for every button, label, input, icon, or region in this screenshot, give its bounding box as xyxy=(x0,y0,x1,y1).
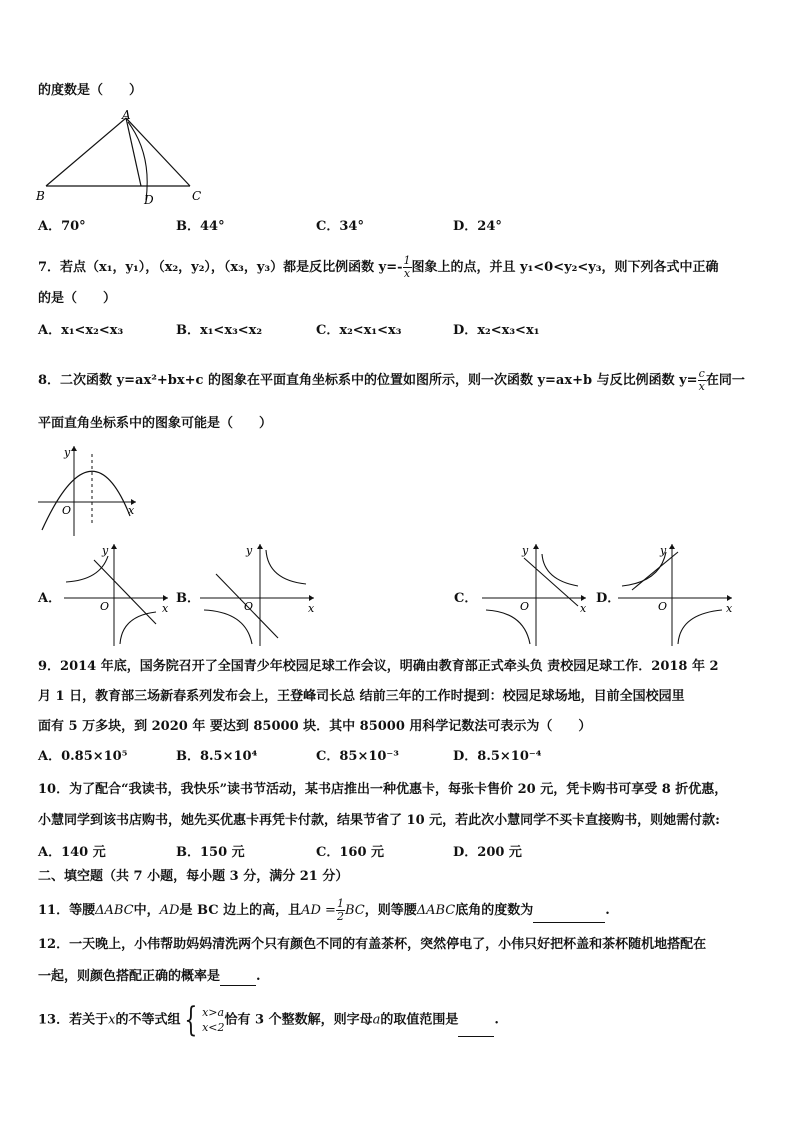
q11-tri1: ΔABC xyxy=(95,903,134,918)
fig8-o: O xyxy=(62,504,72,517)
q13-post2: 的取值范围是 xyxy=(380,1012,459,1028)
q7-option-a[interactable]: A．x₁<x₂<x₃ xyxy=(38,323,124,338)
figD-o: O xyxy=(658,600,668,613)
q7-post: 图象上的点，并且 y₁<0<y₂<y₃，则下列各式中正确 xyxy=(411,260,719,275)
q11-mid1: 中， xyxy=(133,903,160,918)
q13-var2: a xyxy=(372,1012,381,1028)
q13-mid: 的不等式组 xyxy=(115,1012,181,1028)
label-B: B xyxy=(36,189,45,203)
q6-triangle-figure xyxy=(30,108,210,208)
q13-end: . xyxy=(494,1012,499,1028)
figB-x: x xyxy=(308,602,315,615)
figB-y: y xyxy=(246,544,253,557)
q13-post1: 恰有 3 个整数解，则字母 xyxy=(224,1012,373,1028)
figA-y: y xyxy=(102,544,109,557)
q8-frac-den: x xyxy=(698,380,705,393)
q7-line1 xyxy=(38,255,719,280)
q7-mid: 都是反比例函数 y=- xyxy=(283,260,403,275)
q8-line1 xyxy=(38,368,745,393)
q8-label-d[interactable]: D． xyxy=(596,591,621,606)
q13-line xyxy=(38,1000,499,1040)
q8-line2: 平面直角坐标系中的图象可能是（ ） xyxy=(38,416,273,431)
figA-o: O xyxy=(100,600,110,613)
q9-option-b[interactable]: B．8.5×10⁴ xyxy=(176,749,258,764)
figA-x: x xyxy=(162,602,169,615)
q13-var: x xyxy=(108,1012,116,1028)
q7-option-c[interactable]: C．x₂<x₁<x₃ xyxy=(316,323,402,338)
q11-eq: AD = xyxy=(301,903,336,918)
q6-option-c[interactable]: C．34° xyxy=(316,219,364,234)
q11-fraction xyxy=(336,898,345,923)
label-D: D xyxy=(144,193,154,207)
figC-x: x xyxy=(580,602,587,615)
q11-pre: 11．等腰 xyxy=(38,903,96,918)
figB-o: O xyxy=(244,600,254,613)
q12-end: . xyxy=(256,969,261,984)
q12-line2 xyxy=(38,967,261,986)
q8-option-a-graph[interactable] xyxy=(60,540,172,648)
q11-tri2: ΔABC xyxy=(416,903,456,918)
q8-option-b-graph[interactable] xyxy=(196,540,320,648)
q6-option-b[interactable]: B．44° xyxy=(176,219,225,234)
q8-parabola-figure xyxy=(36,442,140,538)
q8-post: 在同一 xyxy=(705,373,745,388)
q8-option-c-graph[interactable] xyxy=(478,540,590,648)
q10-option-d[interactable]: D．200 元 xyxy=(453,845,522,860)
q10-line1: 10．为了配合“我读书，我快乐”读书节活动，某书店推出一种优惠卡，每张卡售价 20 元，凭卡购书可享受 8 折优惠， xyxy=(38,782,728,797)
q13-ineq1: x>a xyxy=(202,1006,225,1019)
q8-frac-num: c xyxy=(698,367,705,380)
q9-option-a[interactable]: A．0.85×10⁵ xyxy=(38,749,128,764)
q6-tail: 的度数是（ ） xyxy=(38,83,143,98)
fig8-y: y xyxy=(64,446,71,459)
q8-pre: 8．二次函数 y=ax²+bx+c 的图象在平面直角坐标系中的位置如图所示，则一次函数 y=ax+b 与反比例函数 y= xyxy=(38,373,698,388)
q7-frac-den: x xyxy=(403,267,411,280)
q9-line1: 9．2014 年底，国务院召开了全国青少年校园足球工作会议，明确由教育部正式牵头负 责校园足球工作．2018 年 2 xyxy=(38,659,719,674)
q11-end: . xyxy=(605,903,610,918)
q13-brace: { xyxy=(184,1000,198,1040)
q13-system xyxy=(202,1005,224,1035)
figC-o: O xyxy=(520,600,530,613)
q13-ineq2: x<2 xyxy=(202,1021,225,1034)
q9-option-d[interactable]: D．8.5×10⁻⁴ xyxy=(453,749,542,764)
q12-line2-text: 一起，则颜色搭配正确的概率是 xyxy=(38,969,221,984)
label-A: A xyxy=(122,108,131,122)
q9-line3: 面有 5 万多块，到 2020 年 要达到 85000 块．其中 85000 用科学记数法可表示为（ ） xyxy=(38,719,592,734)
q8-label-b[interactable]: B． xyxy=(176,591,200,606)
q10-option-a[interactable]: A．140 元 xyxy=(38,845,106,860)
q11-answer-blank[interactable] xyxy=(533,904,605,923)
q11-ad: AD xyxy=(159,903,180,918)
q10-line2: 小慧同学到该书店购书，她先买优惠卡再凭卡付款，结果节省了 10 元，若此次小慧同学不买卡直接购书，则她需付款: xyxy=(38,813,720,828)
q10-option-b[interactable]: B．150 元 xyxy=(176,845,245,860)
q10-option-c[interactable]: C．160 元 xyxy=(316,845,385,860)
q7-frac-num: 1 xyxy=(403,254,411,267)
label-C: C xyxy=(192,189,202,203)
q13-answer-blank[interactable] xyxy=(458,1018,494,1037)
q7-option-b[interactable]: B．x₁<x₃<x₂ xyxy=(176,323,263,338)
q7-pre: 7．若点 xyxy=(38,260,87,275)
q6-option-a[interactable]: A．70° xyxy=(38,219,86,234)
q11-line xyxy=(38,898,610,923)
q7-points: （x₁，y₁），（x₂，y₂），（x₃，y₃） xyxy=(86,260,284,275)
q8-label-c[interactable]: C． xyxy=(454,591,478,606)
q6-option-d[interactable]: D．24° xyxy=(453,219,502,234)
figD-y: y xyxy=(660,544,667,557)
q11-post: 底角的度数为 xyxy=(455,903,534,918)
fig8-x: x xyxy=(128,504,135,517)
q11-frac-num: 1 xyxy=(336,897,344,910)
q13-pre: 13．若关于 xyxy=(38,1012,109,1028)
q11-mid3: ，则等腰 xyxy=(364,903,417,918)
figC-y: y xyxy=(522,544,529,557)
q11-frac-den: 2 xyxy=(336,910,344,923)
section2-title: 二、填空题（共 7 小题，每小题 3 分，满分 21 分） xyxy=(38,869,349,884)
q9-line2: 月 1 日，教育部三场新春系列发布会上，王登峰司长总 结前三年的工作时提到：校园足球场地，目前全国校园里 xyxy=(38,689,685,704)
q11-bc: BC xyxy=(344,903,365,918)
q8-option-d-graph[interactable] xyxy=(614,540,738,648)
q9-option-c[interactable]: C．85×10⁻³ xyxy=(316,749,399,764)
q8-label-a[interactable]: A． xyxy=(38,591,62,606)
q7-fraction xyxy=(403,255,412,280)
q12-answer-blank[interactable] xyxy=(220,967,256,986)
figD-x: x xyxy=(726,602,733,615)
q12-line1: 12．一天晚上，小伟帮助妈妈清洗两个只有颜色不同的有盖茶杯，突然停电了，小伟只好把杯盖和茶杯随机地搭配在 xyxy=(38,937,707,952)
q7-line2: 的是（ ） xyxy=(38,291,117,306)
q8-fraction xyxy=(698,368,706,393)
q11-mid2: 是 BC 边上的高，且 xyxy=(179,903,302,918)
q7-option-d[interactable]: D．x₂<x₃<x₁ xyxy=(453,323,540,338)
